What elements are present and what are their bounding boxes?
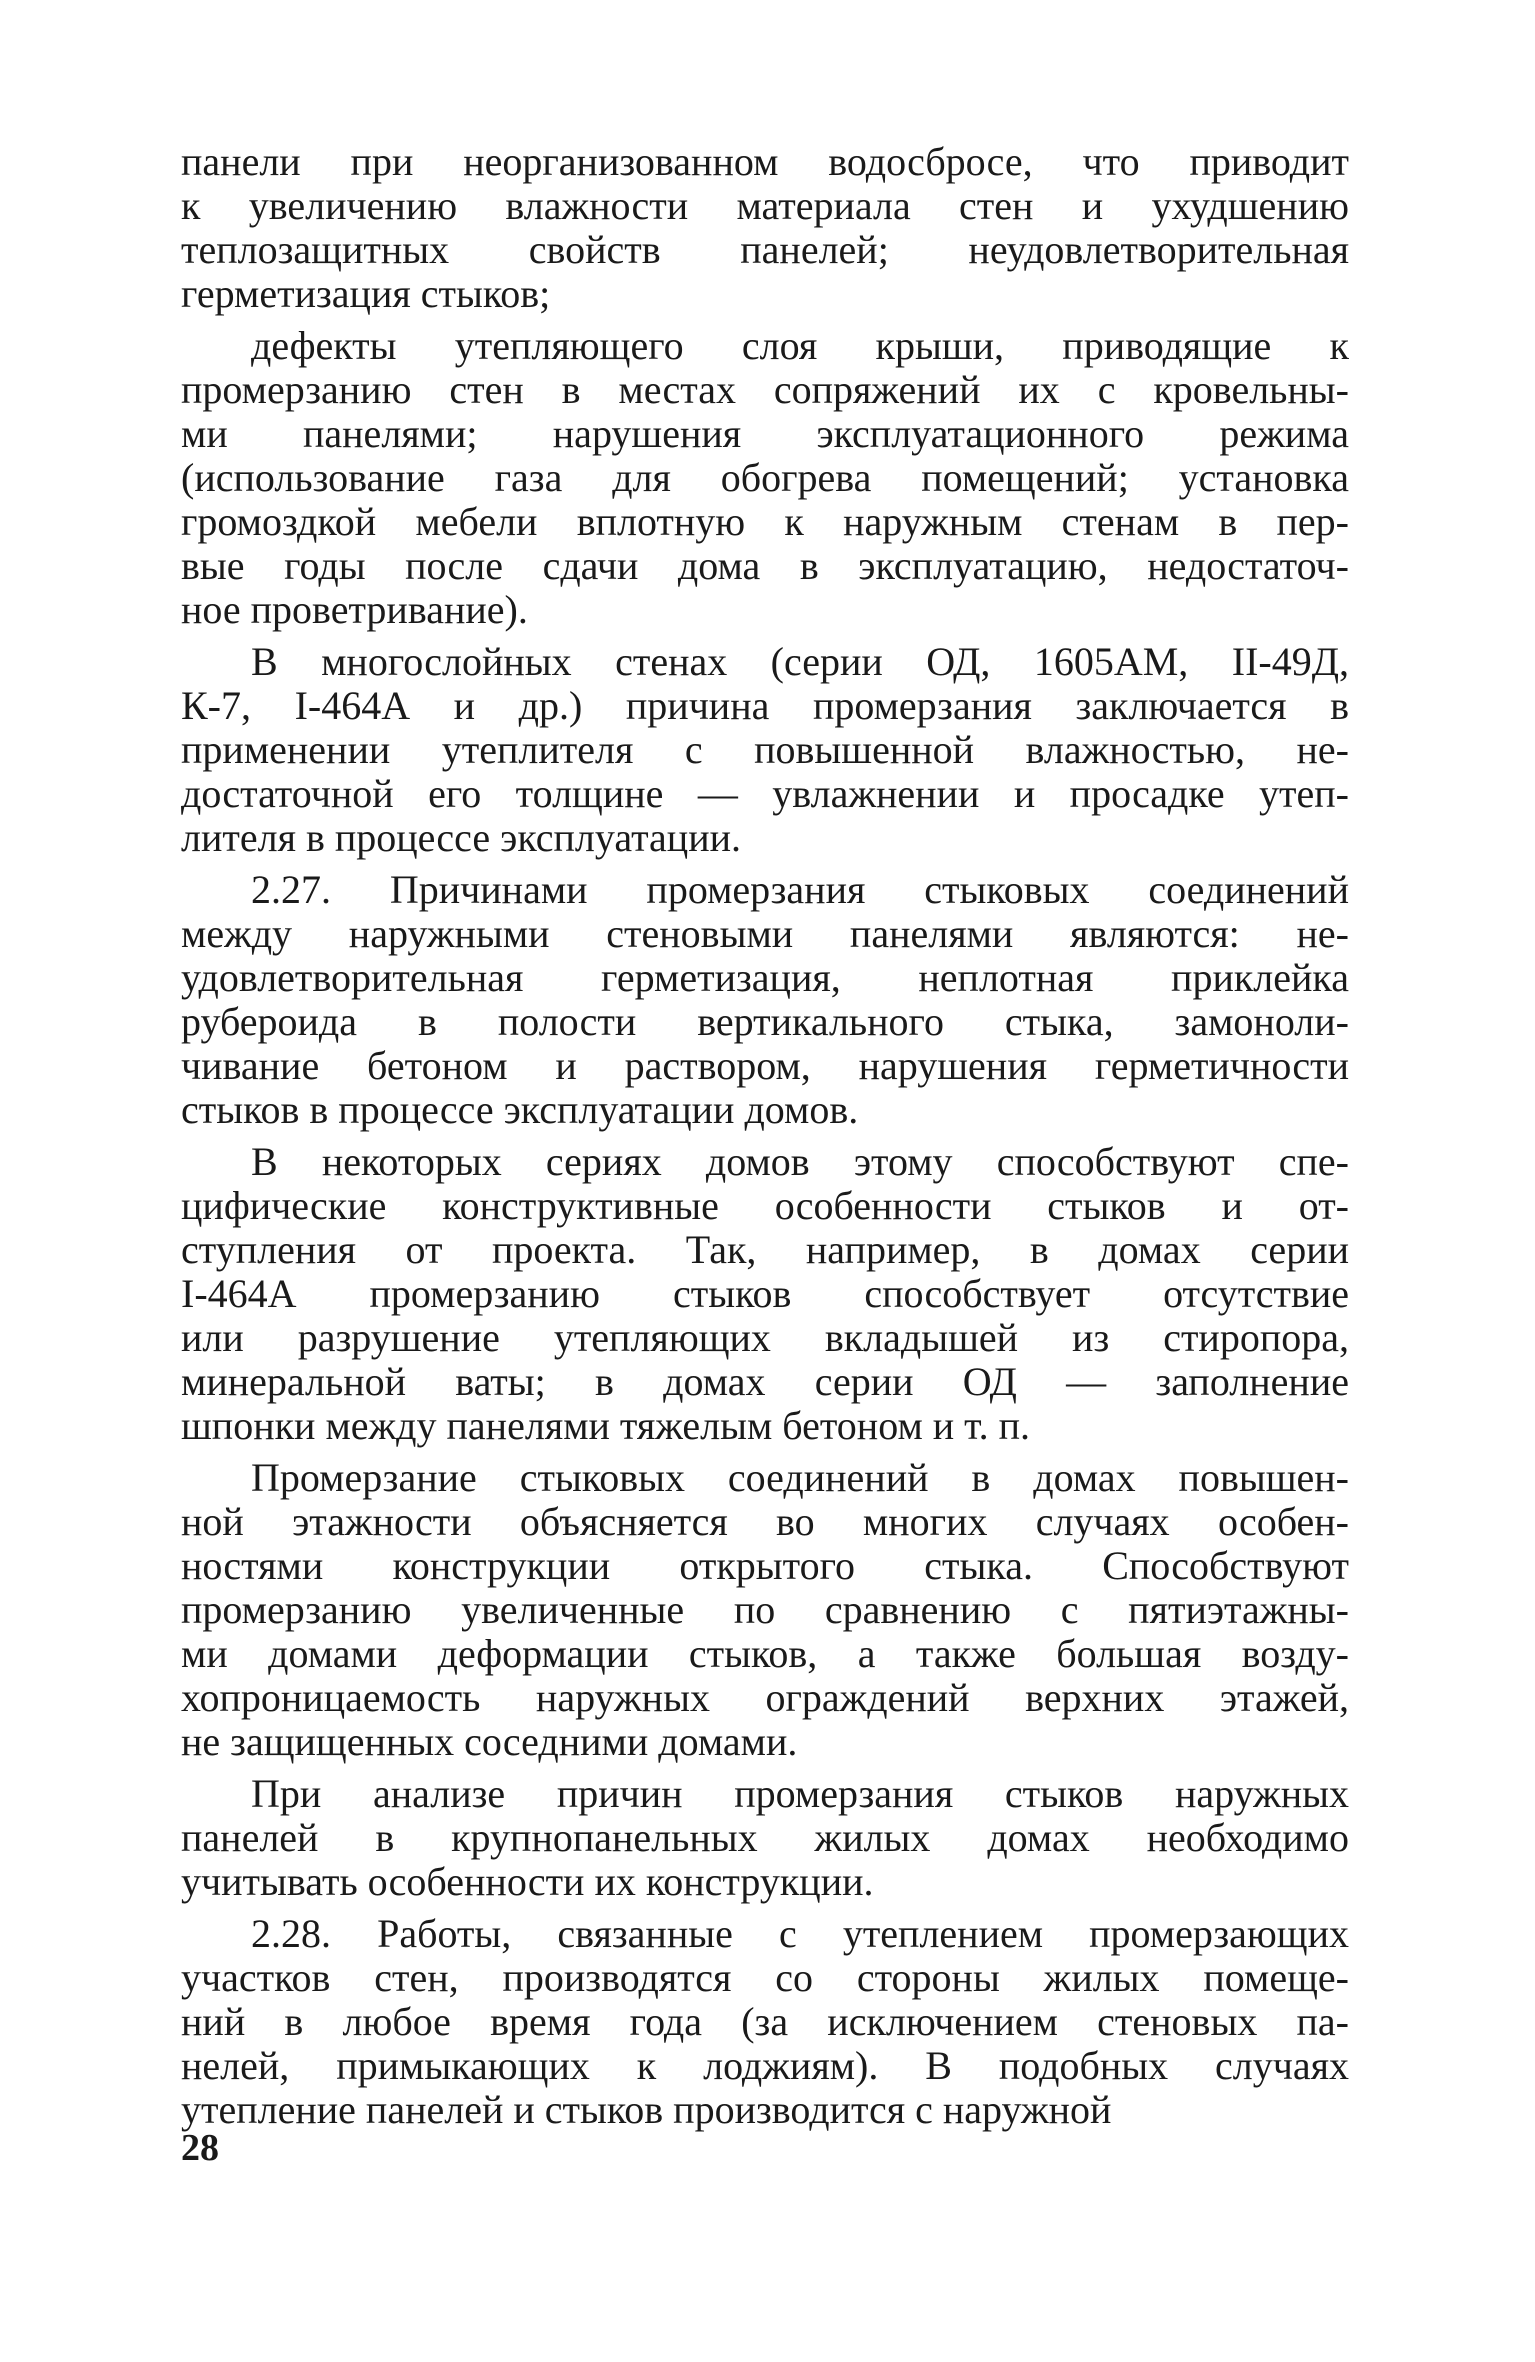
text-line: К-7, I-464А и др.) причина промерзания заключается в <box>181 683 1349 728</box>
text-line: герметизация стыков; <box>181 271 551 316</box>
text-line: цифические конструктивные особенности стыков и от- <box>181 1183 1349 1228</box>
text-line: участков стен, производятся со стороны жилых помеще- <box>181 1955 1349 2000</box>
text-line: удовлетворительная герметизация, неплотная приклейка <box>181 955 1349 1000</box>
text-line: панелей в крупнопанельных жилых домах необходимо <box>181 1815 1349 1860</box>
text-line: стыков в процессе эксплуатации домов. <box>181 1087 859 1132</box>
text-line: панели при неорганизованном водосбросе, что приводит <box>181 139 1349 184</box>
text-line: (использование газа для обогрева помещений; установка <box>181 455 1349 500</box>
text-line: В многослойных стенах (серии ОД, 1605АМ, II-49Д, <box>251 639 1349 684</box>
paragraph <box>181 324 1349 632</box>
paragraph <box>181 1456 1349 1764</box>
paragraph <box>181 1140 1349 1448</box>
text-line: рубероида в полости вертикального стыка, замоноли- <box>181 999 1349 1044</box>
text-line: 2.28. Работы, связанные с утеплением промерзающих <box>251 1911 1349 1956</box>
text-line: достаточной его толщине — увлажнении и просадке утеп- <box>181 771 1349 816</box>
text-line: хопроницаемость наружных ограждений верхних этажей, <box>181 1675 1349 1720</box>
text-line: утепление панелей и стыков производится с наружной <box>181 2087 1112 2132</box>
text-line: лителя в процессе эксплуатации. <box>181 815 742 860</box>
text-line: громоздкой мебели вплотную к наружным стенам в пер- <box>181 499 1349 544</box>
text-line: теплозащитных свойств панелей; неудовлетворительная <box>181 227 1349 272</box>
paragraph <box>181 1772 1349 1904</box>
text-line: ное проветривание). <box>181 587 528 632</box>
text-line: шпонки между панелями тяжелым бетоном и т. п. <box>181 1403 1031 1448</box>
text-line: ной этажности объясняется во многих случаях особен- <box>181 1499 1349 1544</box>
text-line: между наружными стеновыми панелями являются: не- <box>181 911 1349 956</box>
text-line: применении утеплителя с повышенной влажностью, не- <box>181 727 1349 772</box>
text-line: I-464А промерзанию стыков способствует отсутствие <box>181 1271 1349 1316</box>
text-line: учитывать особенности их конструкции. <box>181 1859 874 1904</box>
text-line: ми панелями; нарушения эксплуатационного режима <box>181 411 1349 456</box>
text-line: промерзанию увеличенные по сравнению с пятиэтажны- <box>181 1587 1349 1632</box>
text-line: ностями конструкции открытого стыка. Способствуют <box>181 1543 1349 1588</box>
text-line: ми домами деформации стыков, а также большая возду- <box>181 1631 1349 1676</box>
text-line: или разрушение утепляющих вкладышей из стиропора, <box>181 1315 1349 1360</box>
text-line: вые годы после сдачи дома в эксплуатацию, недостаточ- <box>181 543 1349 588</box>
body-text <box>181 140 1349 2140</box>
text-line: минеральной ваты; в домах серии ОД — заполнение <box>181 1359 1349 1404</box>
text-line: ний в любое время года (за исключением стеновых па- <box>181 1999 1349 2044</box>
text-line: к увеличению влажности материала стен и ухудшению <box>181 183 1349 228</box>
paragraph <box>181 140 1349 316</box>
text-line: нелей, примыкающих к лоджиям). В подобных случаях <box>181 2043 1349 2088</box>
text-line: 2.27. Причинами промерзания стыковых соединений <box>251 867 1349 912</box>
text-line: промерзанию стен в местах сопряжений их с кровельны- <box>181 367 1349 412</box>
text-line: дефекты утепляющего слоя крыши, приводящие к <box>251 323 1349 368</box>
text-line: В некоторых сериях домов этому способствуют спе- <box>251 1139 1349 1184</box>
text-line: ступления от проекта. Так, например, в домах серии <box>181 1227 1349 1272</box>
paragraph <box>181 640 1349 860</box>
text-line: чивание бетоном и раствором, нарушения герметичности <box>181 1043 1349 1088</box>
text-line: При анализе причин промерзания стыков наружных <box>251 1771 1349 1816</box>
paragraph <box>181 1912 1349 2132</box>
text-line: не защищенных соседними домами. <box>181 1719 798 1764</box>
paragraph <box>181 868 1349 1132</box>
text-line: Промерзание стыковых соединений в домах повышен- <box>251 1455 1349 1500</box>
page-number: 28 <box>181 2127 219 2169</box>
